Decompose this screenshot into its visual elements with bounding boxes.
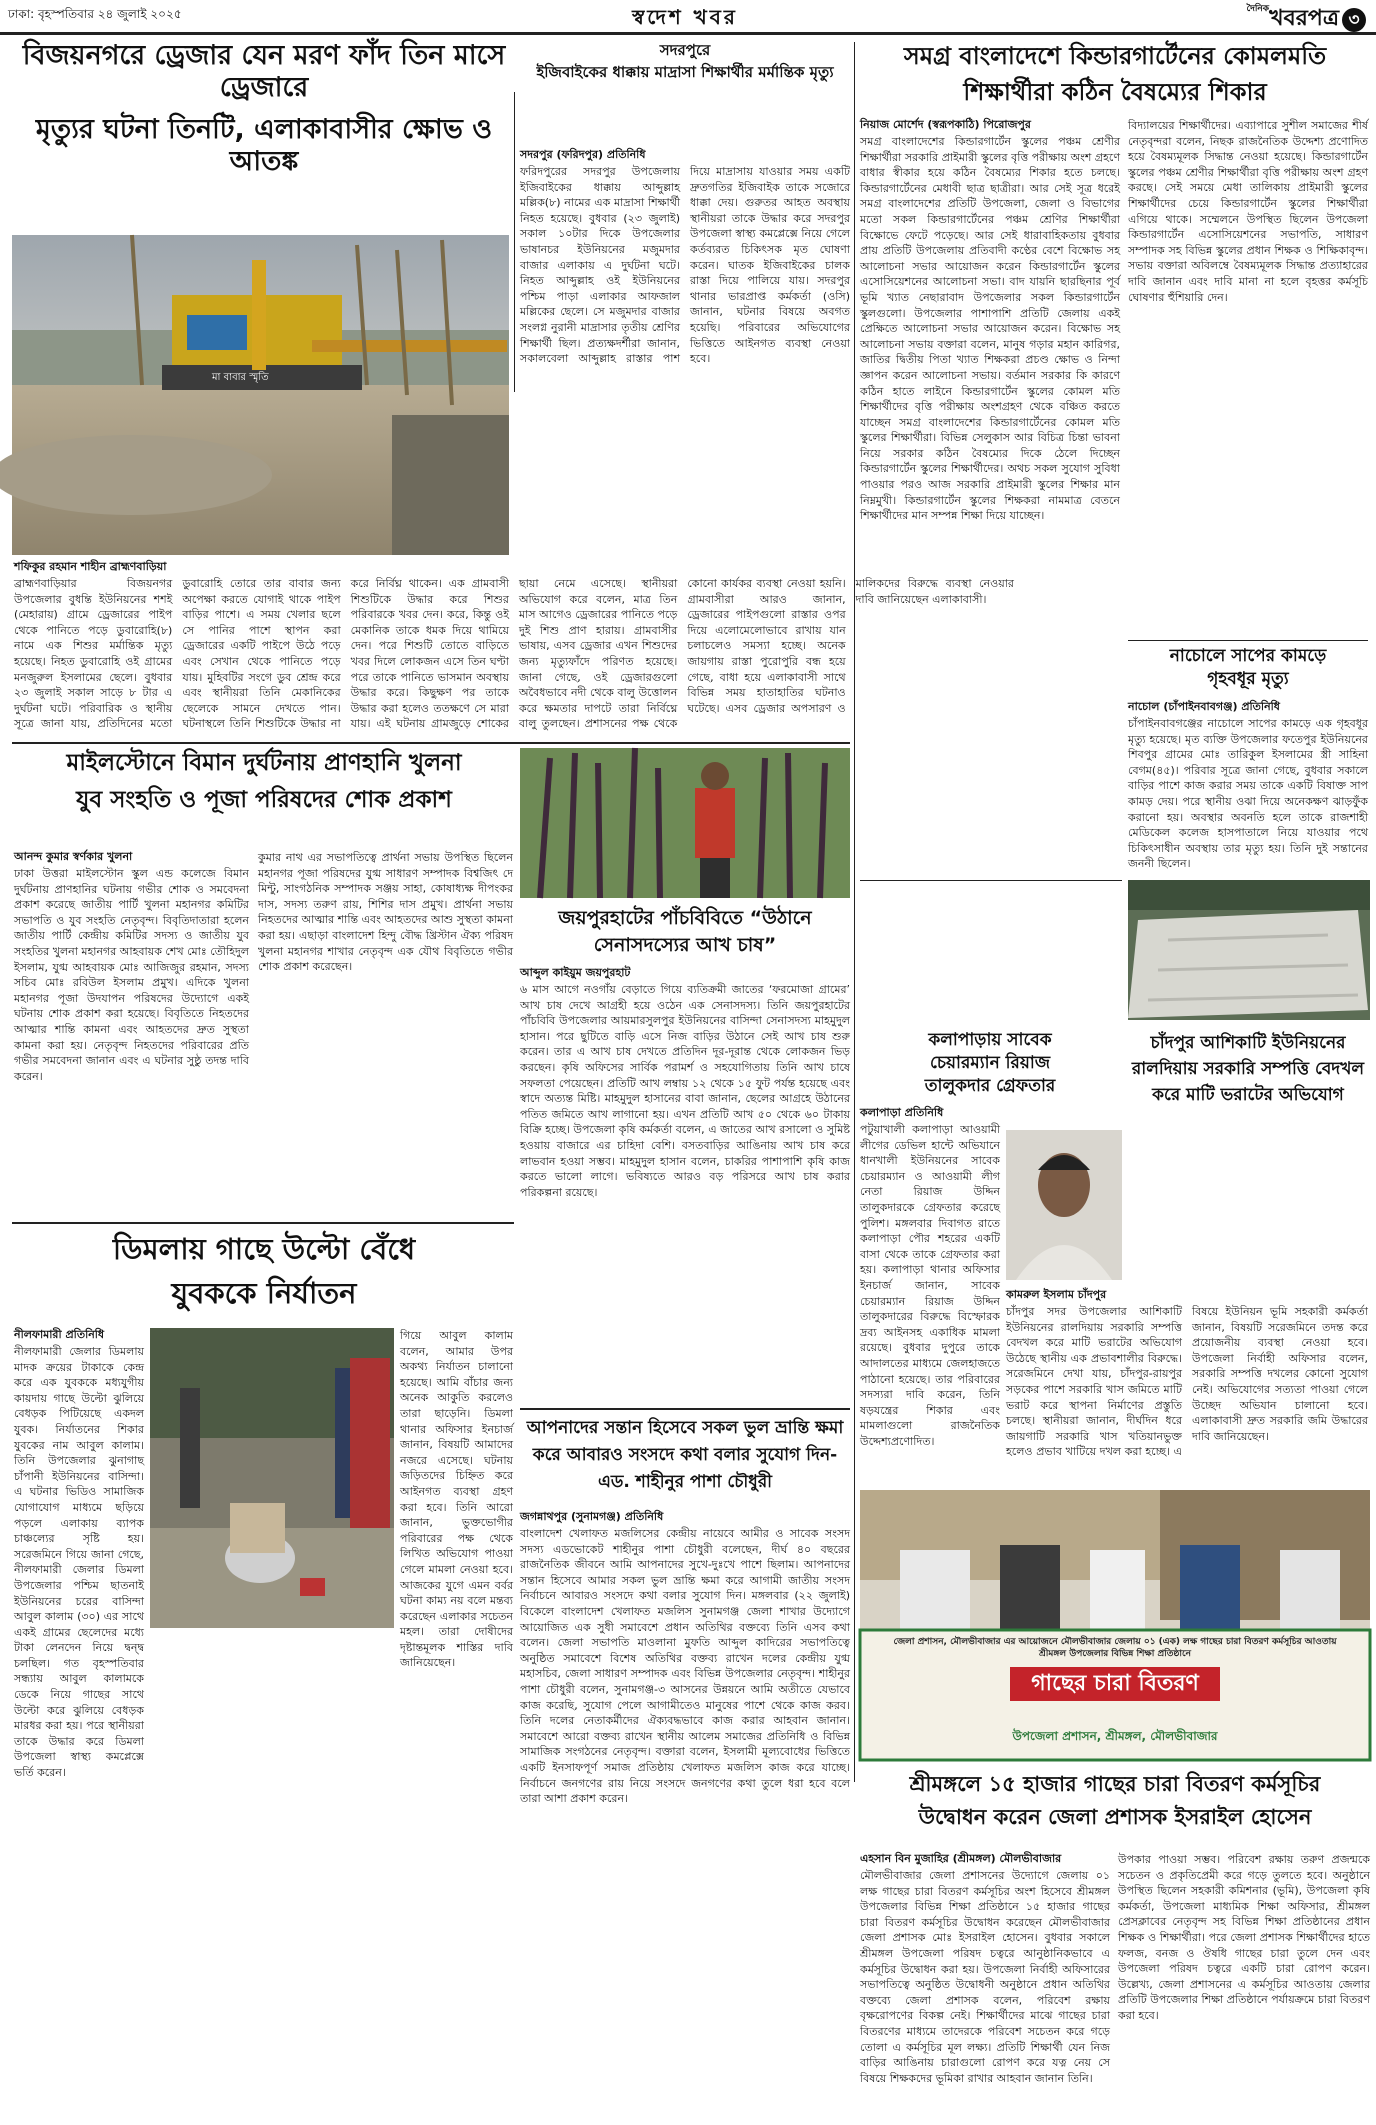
dredger-byline: শফিকুর রহমান শাহীন ব্রাহ্মণবাড়িয়া	[14, 560, 167, 573]
kindergarten-headline-line-1: সমগ্র বাংলাদেশে কিন্ডারগার্টেনের কোমলমতি	[903, 42, 1327, 70]
dimla-illustration	[150, 1328, 394, 1628]
srimangal-headline-line-2: উদ্বোধন করেন জেলা প্রশাসক ইসরাইল হোসেন	[918, 1804, 1312, 1829]
column-rule	[514, 92, 515, 392]
chandpur-byline: কামরুল ইসলাম চাঁদপুর	[1006, 1288, 1107, 1301]
talukdar-body: পটুয়াখালী কলাপাড়া আওয়ামী লীগের ডেভিল হান্টে অভিযানে ধানখালী ইউনিয়নের সাবেক চেয়ারম্যান ও আওয়ামী লীগ নেতা রিয়াজ উদ্দিন তালুকদারকে গ্রেফতার করেছে পুলিশ। মঙ্গলবার দিবাগত রাতে কলাপাড়া পৌর শহরের একটি বাসা থেকে তাকে গ্রেফতার করা হয়। কলাপাড়া থানার অফিসার ইনচার্জ জানান, সাবেক চেয়ারম্যান রিয়াজ উদ্দিন তালুকদারের বিরুদ্ধে বিস্ফোরক দ্রব্য আইনসহ একাধিক মামলা রয়েছে। বুধবার দুপুরে তাকে আদালতের মাধ্যমে জেলহাজতে পাঠানো হয়েছে। তার পরিবারের সদস্যরা দাবি করেন, তিনি ষড়যন্ত্রের শিকার এবং মামলাগুলো রাজনৈতিক উদ্দেশ্যপ্রণোদিত।	[860, 1123, 1000, 1448]
dimla-headline-line-2: যুবককে নির্যাতন	[171, 1276, 357, 1311]
srimangal-body: মৌলভীবাজার জেলা প্রশাসনের উদ্যোগে জেলায় ০১ লক্ষ গাছের চারা বিতরণ কর্মসূচির অংশ হিসেবে শ্রীমঙ্গল উপজেলার বিভিন্ন শিক্ষা প্রতিষ্ঠানে ১৫ হাজার গাছের চারা বিতরণ কর্মসূচির উদ্বোধন করেছেন মৌলভীবাজার জেলা প্রশাসক মোঃ ইসরাইল হোসেন। বুধবার সকালে শ্রীমঙ্গল উপজেলা পরিষদ চত্বরে আনুষ্ঠানিকভাবে এ কর্মসূচির উদ্বোধন করা হয়। উপজেলা নির্বাহী অফিসারের সভাপতিত্বে অনুষ্ঠিত উদ্বোধনী অনুষ্ঠানে প্রধান অতিথির বক্তব্যে জেলা প্রশাসক বলেন, পরিবেশ রক্ষায় বৃক্ষরোপণের বিকল্প নেই। শিক্ষার্থীদের মাঝে গাছের চারা বিতরণের মাধ্যমে তাদেরকে পরিবেশ সচেতন করে গড়ে তোলা এ কর্মসূচির মূল লক্ষ্য। প্রতিটি শিক্ষার্থী যেন নিজ বাড়ির আঙিনায় চারাগুলো রোপণ করে যত্ন নেয় সে বিষয়ে শিক্ষকদের ভূমিকা রাখার আহবান জানান তিনি।	[860, 1869, 1110, 2085]
shahinur-top-rule	[520, 1408, 850, 1410]
dimla-photo	[150, 1328, 394, 1628]
kindergarten-byline: নিয়াজ মোর্শেদ (স্বরূপকাঠি) পিরোজপুর	[860, 118, 1031, 131]
sugarcane-body: ৬ মাস আগে নওগাঁয় বেড়াতে গিয়ে ব্যতিক্রমী জাতের ‘ফরমোজা গ্রামের’ আখ চাষ দেখে আগ্রহী হয়ে ওঠেন এক সেনাসদস্য। তিনি জয়পুরহাটের পাঁচবিবি উপজেলার আয়মারসুলপুর ইউনিয়নের বাসিন্দা সেনাসদস্য মাহমুদুল হাসান। পরে ছুটিতে বাড়ি এসে নিজ বাড়ির উঠানে সেই আখ চাষ শুরু করেন। তার এ আখ চাষ দেখতে প্রতিদিন দূর-দূরান্ত থেকে লোকজন ভিড় করছেন। কৃষি অফিসের সার্বিক পরামর্শ ও সহযোগিতায় তিনি আখ চাষে সফলতা পেয়েছেন। প্রতিটি আখ লম্বায় ১২ থেকে ১৫ ফুট পর্যন্ত হয়েছে এবং স্বাদে অত্যন্ত মিষ্টি। মাহমুদুল হাসানের বাবা জানান, ছেলের আগ্রহে উঠানের পতিত জমিতে আখ লাগানো হয়। এখন প্রতিটি আখ ৫০ থেকে ৬০ টাকায় বিক্রি হচ্ছে। উপজেলা কৃষি কর্মকর্তা বলেন, এ জাতের আখ রসালো ও সুমিষ্ট হওয়ায় বাজারে এর চাহিদা বেশি। বসতবাড়ির আঙিনায় আখ চাষ করে লাভবান হওয়া সম্ভব। মাহমুদুল হাসান বলেন, চাকরির পাশাপাশি কৃষি কাজ করতে ভালো লাগে। ভবিষ্যতে আরও বড় পরিসরে আখ চাষ করার পরিকল্পনা রয়েছে।	[520, 983, 850, 1199]
srimangal-banner-title: গাছের চারা বিতরণ	[1010, 1667, 1220, 1701]
snake-body: চাঁপাইনবাবগঞ্জের নাচোলে সাপের কামড়ে এক গৃহবধূর মৃত্যু হয়েছে। মৃত ব্যক্তি উপজেলার ফতেপুর ইউনিয়নের শিবপুর গ্রামের মোঃ তারিকুল ইসলামের স্ত্রী সাহিনা বেগম(৪৫)। পরিবার সূত্রে জানা গেছে, বুধবার সকালে বাড়ির পাশে কাজ করার সময় তাকে একটি বিষাক্ত সাপ কামড় দেয়। পরে স্থানীয় ওঝা দিয়ে অনেকক্ষণ ঝাড়ফুঁক করানো হয়। অবস্থার অবনতি হলে তাকে রাজশাহী মেডিকেল কলেজ হাসপাতালে নিয়ে যাওয়ার পথে চিকিৎসাধীন অবস্থায় তার মৃত্যু হয়। তিনি দুই সন্তানের জননী ছিলেন।	[1128, 717, 1368, 871]
page-number: ৩	[1342, 8, 1366, 32]
srimangal-banner-bottom: উপজেলা প্রশাসন, শ্রীমঙ্গল, মৌলভীবাজার	[1012, 1729, 1218, 1743]
srimangal-byline: এহসান বিন মুজাহির (শ্রীমঙ্গল) মৌলভীবাজার	[860, 1852, 1062, 1865]
talukdar-headline	[860, 1030, 1120, 1096]
khulna-headline-line-2: যুব সংহতি ও পূজা পরিষদের শোক প্রকাশ	[76, 787, 452, 814]
dredger-headline-line-2: মৃত্যুর ঘটনা তিনটি, এলাকাবাসীর ক্ষোভ ও আতঙ্ক	[35, 113, 493, 177]
dimla-body: নীলফামারী জেলার ডিমলায় মাদক ক্রয়ের টাকাকে কেন্দ্র করে এক যুবককে মধ্যযুগীয় কায়দায় গাছে উল্টো ঝুলিয়ে বেধড়ক পিটিয়েছে একদল যুবক। নির্যাতনের শিকার যুবকের নাম আবুল কালাম। তিনি উপজেলার ঝুনাগাছ চাঁপানী ইউনিয়নের বাসিন্দা। এ ঘটনার ভিডিও সামাজিক যোগাযোগ মাধ্যমে ছড়িয়ে পড়লে এলাকায় ব্যাপক চাঞ্চল্যের সৃষ্টি হয়। সরেজমিনে গিয়ে জানা গেছে, নীলফামারী জেলার ডিমলা উপজেলার পশ্চিম ছাতনাই ইউনিয়নের চরের বাসিন্দা আবুল কালাম (৩০) এর সাথে একই গ্রামের ছেলেদের মধ্যে টাকা লেনদেন নিয়ে দ্বন্দ্ব চলছিল। গত বৃহস্পতিবার সন্ধ্যায় আবুল কালামকে ডেকে নিয়ে গাছের সাথে উল্টো করে ঝুলিয়ে বেধড়ক মারধর করা হয়। পরে স্থানীয়রা তাকে উদ্ধার করে ডিমলা উপজেলা স্বাস্থ্য কমপ্লেক্সে ভর্তি করেন।	[14, 1345, 144, 1780]
srimangal-illustration	[860, 1490, 1370, 1760]
dredger-body: ব্রাহ্মণবাড়িয়ার বিজয়নগর উপজেলার বুধন্তি ইউনিয়নের শশই (মেহারায়) গ্রামে ড্রেজারের পাইপ থেকে পানিতে পড়ে ডুবারোহি(৮) নামে এক শিশুর মর্মান্তিক মৃত্যু হয়েছে। নিহত ডুবারোহি ওই গ্রামের মনজুরুল ইসলামের ছেলে। বুধবার ২৩ জুলাই সকাল সাড়ে ৮ টার এ দুর্ঘটনা ঘটে। পরিবারিক ও স্থানীয় সূত্রে জানা যায়, প্রতিদিনের মতো ডুবারোহি তোরে তার বাবার জন্য অপেক্ষা করতে যোগাই থাকে পাইপ বাড়ির পাশে। এ সময় খেলার ছলে সে পানির পাশে স্থাপন করা ড্রেজারের একটি পাইপে উঠে পড়ে এবং সেখান থেকে পানিতে পড়ে যায়। মুহিবটির সংগে ডুব শ্রেন্দ্র করে এবং স্থানীয়রা তিনি মেকানিকের ছেলেকে সামনে দেখতে পান। ঘটনাস্থলে তিনি শিশুটিকে উদ্ধার না করে নির্বিঘ্ন থাকেন। এক গ্রামবাসী শিশুটিকে উদ্ধার করে শিশুর পরিবারকে খবর দেন। করে, কিন্তু ওই মেকানিক তাকে ধমক দিয়ে থামিয়ে দেন। পরে শিশুটি তোতে বাড়িতে খবর দিলে লোকজন এসে তিন ঘণ্টা পরে তাকে পানিতে ভাসমান অবস্থায় উদ্ধার করে। কিছুক্ষণ পর তাকে উদ্ধার করা হলেও ততক্ষণে সে মারা যায়। এই ঘটনায় গ্রামজুড়ে শোকের ছায়া নেমে এসেছে। স্থানীয়রা অভিযোগ করে বলেন, মাত্র তিন মাস আগেও ড্রেজারের পানিতে পড়ে দুই শিশু প্রাণ হারায়। গ্রামবাসীর ভাষায়, এসব ড্রেজার এখন শিশুদের জন্য মৃত্যুফাঁদে পরিণত হয়েছে। জানা গেছে, ওই ড্রেজারগুলো অবৈধভাবে নদী থেকে বালু উত্তোলন করে ক্ষমতার দাপটে তারা নির্বিঘ্নে বালু তুলছেন। প্রশাসনের পক্ষ থেকে কোনো কার্যকর ব্যবস্থা নেওয়া হয়নি। গ্রামবাসীরা আরও জানান, ড্রেজারের পাইপগুলো রাস্তার ওপর দিয়ে এলোমেলোভাবে রাখায় যান চলাচলেও সমস্যা হচ্ছে। অনেক জায়গায় রাস্তা পুরোপুরি বন্ধ হয়ে গেছে, বাধা হয়ে এলাকাবাসী সাথে বিভিন্ন সময় হাতাহাতির ঘটনাও ঘটেছে। এসব ড্রেজার অপসারণ ও মালিকদের বিরুদ্ধে ব্যবস্থা নেওয়ার দাবি জানিয়েছেন এলাকাবাসী।	[14, 577, 1014, 731]
talukdar-portrait	[1006, 1130, 1122, 1280]
madrasa-byline: সদরপুর (ফরিদপুর) প্রতিনিধি	[520, 148, 646, 161]
snake-headline	[1128, 646, 1368, 689]
tarpaulin-illustration	[1128, 880, 1370, 1020]
column-rule	[854, 42, 855, 1782]
kindergarten-headline	[860, 42, 1370, 107]
dredger-sign: মা বাবার স্মৃতি	[212, 372, 269, 383]
talukdar-photo	[1006, 1130, 1122, 1280]
dredger-headline	[14, 40, 514, 177]
srimangal-banner-top: জেলা প্রশাসন, মৌলভীবাজার এর আয়োজনে মৌলভীবাজার জেলায় ০১ (এক) লক্ষ গাছের চারা বিতরণ কর্মসূচির আওতায় শ্রীমঙ্গল উপজেলার বিভিন্ন শিক্ষা প্রতিষ্ঠানে	[893, 1637, 1337, 1659]
shahinur-headline: আপনাদের সন্তান হিসেবে সকল ভুল ভ্রান্তি ক্ষমা করে আবারও সংসদে কথা বলার সুযোগ দিন-এড. শাহীনুর পাশা চৌধুরী	[526, 1418, 844, 1492]
chandpur-photo	[1128, 880, 1370, 1020]
srimangal-photo	[860, 1490, 1370, 1760]
header-rule	[0, 32, 1376, 35]
dredger-illustration	[12, 235, 509, 555]
talukdar-headline-line-3: তালুকদার গ্রেফতার	[924, 1076, 1056, 1097]
talukdar-headline-line-2: চেয়ারম্যান রিয়াজ	[929, 1053, 1051, 1074]
sugarcane-illustration	[520, 748, 850, 898]
dimla-top-rule	[12, 1222, 514, 1224]
sugarcane-photo	[520, 748, 850, 898]
dimla-body-continued: গিয়ে আবুল কালাম বলেন, আমার উপর অকথ্য নির্যাতন চালানো হয়েছে। আমি বাঁচার জন্য অনেক আকুতি করলেও তারা ছাড়েনি। ডিমলা থানার অফিসার ইনচার্জ জানান, বিষয়টি আমাদের নজরে এসেছে। ঘটনায় জড়িতদের চিহ্নিত করে আইনগত ব্যবস্থা গ্রহণ করা হবে। তিনি আরো জানান, ভুক্তভোগীর পরিবারের পক্ষ থেকে লিখিত অভিযোগ পাওয়া গেলে মামলা নেওয়া হবে। আজকের যুগে এমন বর্বর ঘটনা কাম্য নয় বলে মন্তব্য করেছেন এলাকার সচেতন মহল। তারা দোষীদের দৃষ্টান্তমূলক শাস্তির দাবি জানিয়েছেন।	[400, 1329, 513, 1670]
madrasa-headline: ইজিবাইকের ধাক্কায় মাদ্রাসা শিক্ষার্থীর মর্মান্তিক মৃত্যু	[536, 63, 834, 81]
kindergarten-body-continued: বিদ্যালয়ের শিক্ষার্থীদের। এব্যাপারে সুশীল সমাজের শীর্ষ নেতৃবৃন্দরা বলেন, নিছক রাজনৈতিক উদ্দেশ্য প্রণোদিত হয়ে বৈষম্যমূলক সিদ্ধান্ত নেওয়া হয়েছে। কিন্ডারগার্টেন স্কুলের পঞ্চম শ্রেণীর শিক্ষার্থীরা বৃত্তি পরীক্ষায় অংশ গ্রহণ করছে। সেই সময়ে মেধা তালিকায় প্রাইমারী স্কুলের শিক্ষার্থীদের চেয়ে কিন্ডারগার্টেন স্কুলের শিক্ষার্থীরা এগিয়ে থাকে। সম্মেলনে উপস্থিত ছিলেন উপজেলা কিন্ডারগার্টেন এসোসিয়েশনের সভাপতি, সাধারণ সম্পাদক সহ বিভিন্ন স্কুলের প্রধান শিক্ষক ও শিক্ষিকাবৃন্দ। সভায় বক্তারা অবিলম্বে বৈষম্যমূলক সিদ্ধান্ত প্রত্যাহারের দাবি জানান এবং দাবি মানা না হলে বৃহত্তর কর্মসূচি ঘোষণার হুঁশিয়ারি দেন।	[1128, 119, 1368, 304]
dimla-headline	[14, 1232, 514, 1310]
khulna-body: ঢাকা উত্তরা মাইলস্টোন স্কুল এন্ড কলেজে বিমান দুর্ঘটনায় প্রাণহানির ঘটনায় গভীর শোক ও সমবেদনা প্রকাশ করেছে জাতীয় পার্টি খুলনা মহানগর কমিটির সভাপতি ও যুব সংহতি নেতৃবৃন্দ। বিবৃতিদাতারা হলেন জাতীয় পার্টি কেন্দ্রীয় কমিটির সদস্য ও জাতীয় যুব সংহতির খুলনা মহানগর আহবায়ক শেখ মোঃ তৌহিদুল ইসলাম, যুগ্ম আহবায়ক মোঃ আজিজুর রহমান, সদস্য সচিব মোঃ রবিউল ইসলাম প্রমুখ। এদিকে খুলনা মহানগর পূজা উদযাপন পরিষদের উদ্যোগে একই ঘটনায় শোক প্রকাশ করা হয়েছে। বিবৃতিতে নিহতদের আত্মার শান্তি কামনা এবং আহতদের দ্রুত সুস্থতা কামনা করা হয়। নেতৃবৃন্দ নিহতদের পরিবারের প্রতি গভীর সমবেদনা জানান এবং এ ঘটনার সুষ্ঠু তদন্ত দাবি করেন।	[14, 867, 249, 1083]
dredger-headline-line-1: বিজয়নগরে ড্রেজার যেন মরণ ফাঁদ তিন মাসে ড্রেজারে	[22, 40, 506, 103]
khulna-headline	[14, 750, 514, 814]
snake-top-rule	[1128, 640, 1368, 641]
talukdar-headline-line-1: কলাপাড়ায় সাবেক	[928, 1030, 1052, 1050]
talukdar-byline: কলাপাড়া প্রতিনিধি	[860, 1106, 944, 1119]
khulna-byline: আনন্দ কুমার স্বর্ণকার খুলনা	[14, 850, 133, 863]
khulna-headline-line-1: মাইলস্টোনে বিমান দুর্ঘটনায় প্রাণহানি খুলনা	[66, 750, 462, 776]
snake-headline-line-1: নাচোলে সাপের কামড়ে	[1169, 646, 1327, 666]
sugarcane-byline: আব্দুল কাইয়ুম জয়পুরহাট	[520, 966, 631, 979]
section-title: স্বদেশ খবর	[632, 5, 738, 29]
sugarcane-headline: জয়পুরহাটের পাঁচবিবিতে “উঠানে সেনাসদস্যের আখ চাষ”	[558, 907, 812, 956]
dimla-headline-line-1: ডিমলায় গাছে উল্টো বেঁধে	[112, 1232, 416, 1266]
khulna-top-rule	[12, 742, 850, 744]
srimangal-headline	[860, 1772, 1370, 1830]
shahinur-byline: জগন্নাথপুর (সুনামগঞ্জ) প্রতিনিধি	[520, 1510, 664, 1523]
dimla-byline: নীলফামারী প্রতিনিধি	[14, 1328, 105, 1341]
talukdar-top-rule	[860, 880, 1122, 881]
issue-date: ঢাকা: বৃহস্পতিবার ২৪ জুলাই ২০২৫	[8, 7, 182, 21]
chandpur-headline: চাঁদপুর আশিকাটি ইউনিয়নের রালদিয়ায় সরকারি সম্পত্তি বেদখল করে মাটি ভরাটের অভিযোগ	[1131, 1033, 1365, 1105]
dredger-photo	[12, 235, 509, 555]
khulna-body-continued: কুমার নাথ এর সভাপতিত্বে প্রার্থনা সভায় উপস্থিত ছিলেন মহানগর পূজা পরিষদের যুগ্ম সাধারণ সম্পাদক বিশ্বজিৎ দে মিন্টু, সাংগঠনিক সম্পাদক সঞ্জয় সাহা, কোষাধ্যক্ষ দীপংকর দাস, সদস্য তরুণ রায়, শিশির দাস প্রমুখ। প্রার্থনা সভায় নিহতদের আত্মার শান্তি এবং আহতদের আশু সুস্থতা কামনা করা হয়। এছাড়া বাংলাদেশ হিন্দু বৌদ্ধ খ্রিস্টান ঐক্য পরিষদ খুলনা মহানগর শাখার নেতৃবৃন্দ এক যৌথ বিবৃতিতে গভীর শোক প্রকাশ করেছেন।	[258, 851, 513, 974]
kindergarten-headline-line-2: শিক্ষার্থীরা কঠিন বৈষম্যের শিকার	[963, 78, 1267, 107]
srimangal-headline-line-1: শ্রীমঙ্গলে ১৫ হাজার গাছের চারা বিতরণ কর্মসূচির	[909, 1772, 1321, 1796]
shahinur-body: বাংলাদেশ খেলাফত মজলিসের কেন্দ্রীয় নায়েবে আমীর ও সাবেক সংসদ সদস্য এডভোকেট শাহীনুর পাশা চৌধুরী বলেছেন, দীর্ঘ ৪০ বছরের রাজনৈতিক জীবনে আমি আপনাদের সুখে-দুঃখে পাশে ছিলাম। আপনাদের সন্তান হিসেবে আমার সকল ভুল ভ্রান্তি ক্ষমা করে আগামী জাতীয় সংসদ নির্বাচনে আবারও সংসদে কথা বলার সুযোগ দিন। মঙ্গলবার (২২ জুলাই) বিকেলে বাংলাদেশ খেলাফত মজলিস সুনামগঞ্জ জেলা শাখার উদ্যোগে আয়োজিত এক সুধী সমাবেশে প্রধান অতিথির বক্তব্যে তিনি এসব কথা বলেন। জেলা সভাপতি মাওলানা মুফতি আব্দুল কাদিরের সভাপতিত্বে অনুষ্ঠিত সমাবেশে বিশেষ অতিথির বক্তব্য রাখেন দলের কেন্দ্রীয় যুগ্ম মহাসচিব, জেলা সাধারণ সম্পাদক এবং বিভিন্ন উপজেলার নেতৃবৃন্দ। শাহীনুর পাশা চৌধুরী বলেন, সুনামগঞ্জ-৩ আসনের উন্নয়নে আমি অতীতে যেভাবে কাজ করেছি, সুযোগ পেলে আগামীতেও মানুষের পাশে থেকে কাজ করব। তিনি দলের নেতাকর্মীদের ঐক্যবদ্ধভাবে কাজ করার আহবান জানান। সমাবেশে আরো বক্তব্য রাখেন স্থানীয় আলেম সমাজের প্রতিনিধি ও বিভিন্ন সামাজিক সংগঠনের নেতৃবৃন্দ। বক্তারা বলেন, ইসলামী মূল্যবোধের ভিত্তিতে একটি ইনসাফপূর্ণ সমাজ প্রতিষ্ঠায় খেলাফত মজলিস কাজ করে যাচ্ছে। নির্বাচনে জনগণের রায় নিয়ে সংসদে জনগণের কথা তুলে ধরা হবে বলে তারা আশা প্রকাশ করেন।	[520, 1527, 850, 1806]
srimangal-body-continued: উপকার পাওয়া সম্ভব। পরিবেশ রক্ষায় তরুণ প্রজন্মকে সচেতন ও প্রকৃতিপ্রেমী করে গড়ে তুলতে হবে। অনুষ্ঠানে উপস্থিত ছিলেন সহকারী কমিশনার (ভূমি), উপজেলা কৃষি কর্মকর্তা, উপজেলা মাধ্যমিক শিক্ষা অফিসার, শ্রীমঙ্গল প্রেসক্লাবের নেতৃবৃন্দ সহ বিভিন্ন শিক্ষা প্রতিষ্ঠানের প্রধান শিক্ষক ও শিক্ষার্থীরা। পরে জেলা প্রশাসক শিক্ষার্থীদের হাতে ফলজ, বনজ ও ঔষধি গাছের চারা তুলে দেন এবং উপজেলা পরিষদ চত্বরে একটি চারা রোপণ করেন। উল্লেখ্য, জেলা প্রশাসনের এ কর্মসূচির আওতায় জেলার প্রতিটি উপজেলার শিক্ষা প্রতিষ্ঠানে পর্যায়ক্রমে চারা বিতরণ করা হবে।	[1118, 1853, 1370, 2022]
kindergarten-body: সমগ্র বাংলাদেশের কিন্ডারগার্টেন স্কুলের পঞ্চম শ্রেণীর শিক্ষার্থীরা সরকারি প্রাইমারী স্কুলের বৃত্তি পরীক্ষায় অংশ গ্রহণে বাধার স্বীকার হয়ে কঠিন বৈষম্যের শিকার হতে চলছে। কিন্ডারগার্টেনের মেধাবী ছাত্র ছাত্রীরা। আর সেই সূত্র ধরেই সমগ্র বাংলাদেশের প্রতিটি উপজেলা, জেলা ও বিভাগের মতো সকল কিন্ডারগার্টেনের পঞ্চম শ্রেণির শিক্ষার্থীরা বিক্ষোভে ফেটে পড়েছে। আর সেই ধারাবাহিকতায় বুধবার প্রায় প্রতিটি উপজেলায় প্রতিবাদী কণ্ঠের বেশে বিক্ষোভ সহ আলোচনা সভার আয়োজন করেন কিন্ডারগার্টেন স্কুলের এসোসিয়েশনের আলোচনা সভা। বাদ যায়নি ছারছিনার পূর্ব ভূমি খ্যাত নেছারাবাদ উপজেলার সকল কিন্ডারগার্টেন স্কুলগুলো। উপজেলার পাশাপাশি প্রতিটি জেলায় একই প্রেক্ষিতে আলোচনা সভার আয়োজন করেন। বিক্ষোভ সহ আলোচনা সভায় বক্তারা বলেন, মানুষ গড়ার মহান কারিগর, জাতির দ্বিতীয় পিতা খ্যাত শিক্ষকরা প্রচণ্ড ক্ষোভ ও নিন্দা জ্ঞাপন করেন আলোচনা সভায়। বর্তমান সরকার কি কারণে কঠিন হাতে লাইনে কিন্ডারগার্টেন স্কুলের কোমল মতি শিক্ষার্থীদের বৃত্তি পরীক্ষায় অংশগ্রহণ থেকে বঞ্চিত করতে যাচ্ছেন সমগ্র বাংলাদেশের কিন্ডারগার্টেনের কোমল মতি স্কুলের শিক্ষার্থীরা। বিভিন্ন সেলুকাস আর বিচিত্র চিন্তা ভাবনা নিয়ে সরকার কঠিন বৈষম্যের দিকে ঠেলে দিচ্ছেন কিন্ডারগার্টেন স্কুলের শিক্ষার্থীদের। অথচ সকল সুযোগ সুবিধা পাওয়ার পরও আজ সরকারি প্রাইমারী স্কুলের শিক্ষার মান নিম্নমুখী। কিন্ডারগার্টেন স্কুলের শিক্ষকরা নামমাত্র বেতনে শিক্ষার্থীদের মান সম্পন্ন শিক্ষা দিয়ে যাচ্ছেন।	[860, 135, 1120, 523]
snake-byline: নাচোল (চাঁপাইনবাবগঞ্জ) প্রতিনিধি	[1128, 700, 1280, 713]
paper-tag: দৈনিক	[1246, 4, 1270, 14]
madrasa-kicker: সদরপুরে	[659, 41, 711, 59]
chandpur-body: চাঁদপুর সদর উপজেলার আশিকাটি ইউনিয়নের রালদিয়ায় সরকারি সম্পত্তি বেদখল করে মাটি ভরাটের অভিযোগ উঠেছে স্থানীয় এক প্রভাবশালীর বিরুদ্ধে। সরেজমিনে দেখা যায়, চাঁদপুর-রায়পুর সড়কের পাশে সরকারি খাস জমিতে মাটি ভরাট করে স্থাপনা নির্মাণের প্রস্তুতি চলছে। স্থানীয়রা জানান, দীর্ঘদিন ধরে জায়গাটি সরকারি খাস খতিয়ানভুক্ত হলেও প্রভাব খাটিয়ে দখল করা হচ্ছে। এ বিষয়ে ইউনিয়ন ভূমি সহকারী কর্মকর্তা জানান, বিষয়টি সরেজমিনে তদন্ত করে প্রয়োজনীয় ব্যবস্থা নেওয়া হবে। উপজেলা নির্বাহী অফিসার বলেন, সরকারি সম্পত্তি দখলের কোনো সুযোগ নেই। অভিযোগের সত্যতা পাওয়া গেলে উচ্ছেদ অভিযান চালানো হবে। এলাকাবাসী দ্রুত সরকারি জমি উদ্ধারের দাবি জানিয়েছেন।	[1006, 1305, 1368, 1459]
snake-headline-line-2: গৃহবধূর মৃত্যু	[1207, 669, 1289, 690]
paper-name: খবরপত্র	[1269, 6, 1339, 31]
madrasa-body: ফরিদপুরের সদরপুর উপজেলায় ইজিবাইকের ধাক্কায় আব্দুল্লাহ মল্লিক(৮) নামের এক মাদ্রাসা শিক্ষার্থী নিহত হয়েছে। বুধবার (২৩ জুলাই) সকাল ১০টার দিকে উপজেলার ভাষানচর ইউনিয়নের মজুমদার বাজার এলাকায় এ দুর্ঘটনা ঘটে। নিহত আব্দুল্লাহ ওই ইউনিয়নের পশ্চিম পাড়া এলাকার আফজাল মল্লিকের ছেলে। সে মজুমদার বাজার সংলগ্ন নুরানী মাদ্রাসার তৃতীয় শ্রেণির শিক্ষার্থী ছিল। প্রত্যক্ষদর্শীরা জানান, সকালবেলা আব্দুল্লাহ রাস্তার পাশ দিয়ে মাদ্রাসায় যাওয়ার সময় একটি দ্রুতগতির ইজিবাইক তাকে সজোরে ধাক্কা দেয়। গুরুতর আহত অবস্থায় স্থানীয়রা তাকে উদ্ধার করে সদরপুর উপজেলা স্বাস্থ্য কমপ্লেক্সে নিয়ে গেলে কর্তব্যরত চিকিৎসক মৃত ঘোষণা করেন। ঘাতক ইজিবাইকের চালক রাস্তা দিয়ে পালিয়ে যায়। সদরপুর থানার ভারপ্রাপ্ত কর্মকর্তা (ওসি) জানান, ঘটনার বিষয়ে অবগত হয়েছি। পরিবারের অভিযোগের ভিত্তিতে আইনগত ব্যবস্থা নেওয়া হবে।	[520, 165, 850, 366]
